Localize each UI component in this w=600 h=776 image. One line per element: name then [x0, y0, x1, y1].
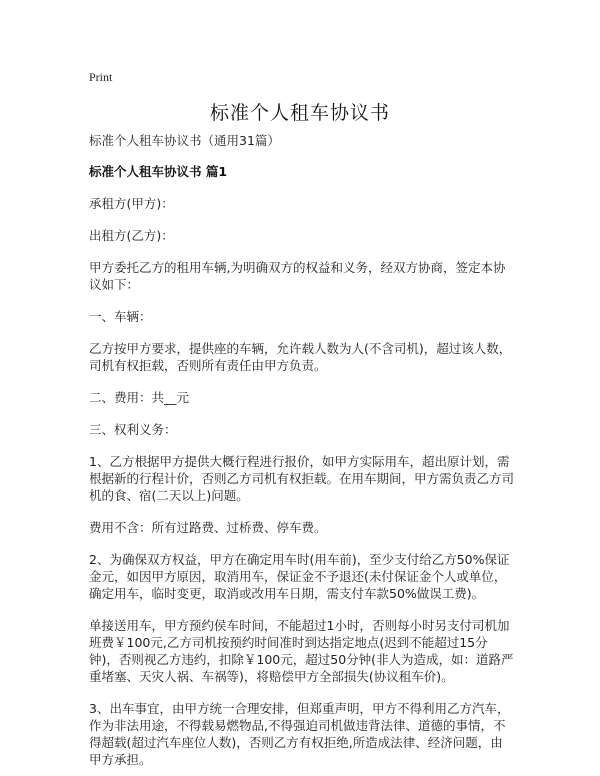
- paragraph-transfer-terms: 单接送用车，甲方预约侯车时间，不能超过1小时，否则每小时另支付司机加班费￥100元,乙方司机按预约时间准时到达指定地点(迟到不能超过15分钟)，否则视乙方违约，扣除￥100元，超过50分钟(非人为造成，如：道路严重堵塞、天灾人祸、车祸等)，将赔偿甲方全部损失(协议租车价)。: [89, 618, 514, 684]
- paragraph-lessee: 承租方(甲方)：: [89, 196, 174, 211]
- document-body: [89, 132, 514, 768]
- section-heading: 标准个人租车协议书 篇1: [89, 164, 228, 179]
- paragraph-clause-2: 2、为确保双方权益，甲方在确定用车时(用车前)，至少支付给乙方50%保证金元，如因甲方原因，取消用车，保证金不予退还(未付保证金个人或单位，确定用车，临时变更，取消或改用车日期，需支付车款50%做误工费)。: [89, 552, 510, 601]
- paragraph-clause-3: 3、出车事宜，由甲方统一合理安排，但郑重声明，甲方不得利用乙方汽车，作为非法用途，不得载易燃物品,不得强迫司机做违背法律、道德的事情，不得超载(超过汽车座位人数)，否则乙方有权拒绝,所造成法律、经济问题，由甲方承担。: [89, 701, 510, 767]
- paragraph-fee-exclusions: 费用不含：所有过路费、过桥费、停车费。: [89, 520, 327, 535]
- paragraph-vehicle-terms: 乙方按甲方要求，提供座的车辆，允许载人数为人(不含司机)，超过该人数，司机有权拒载，否则所有责任由甲方负责。: [89, 341, 512, 373]
- paragraph-intro: 甲方委托乙方的租用车辆,为明确双方的权益和义务，经双方协商，签定本协议如下：: [89, 260, 506, 292]
- print-label[interactable]: Print: [89, 70, 113, 84]
- document-title: 标准个人租车协议书: [209, 102, 390, 124]
- paragraph-fee: 二、费用：共__元: [89, 390, 190, 405]
- paragraph-vehicle-heading: 一、车辆：: [89, 309, 152, 324]
- document-subtitle: 标准个人租车协议书（通用31篇）: [89, 133, 280, 148]
- paragraph-clause-1: 1、乙方根据甲方提供大概行程进行报价，如甲方实际用车，超出原计划，需根据新的行程计价，否则乙方司机有权拒载。在用车期间，甲方需负责乙方司机的食、宿(二天以上)问题。: [89, 454, 515, 503]
- paragraph-lessor: 出租方(乙方)：: [89, 228, 174, 243]
- paragraph-rights-heading: 三、权利义务：: [89, 422, 177, 437]
